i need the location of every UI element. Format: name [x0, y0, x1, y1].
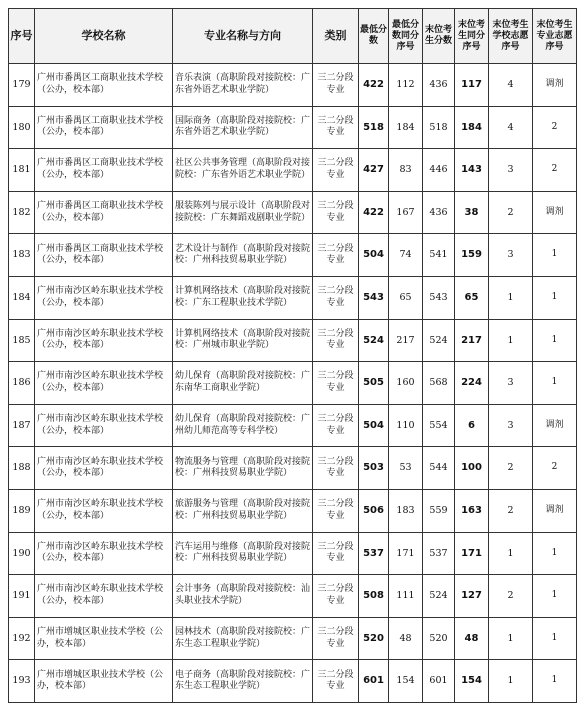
cell-last-score-rank: 100	[455, 447, 489, 490]
cell-category: 三二分段专业	[313, 660, 359, 703]
cell-category: 三二分段专业	[313, 404, 359, 447]
cell-min-score-rank: 74	[389, 234, 423, 277]
cell-last-school-choice: 3	[489, 362, 533, 405]
cell-last-score-rank: 171	[455, 532, 489, 575]
table-row	[9, 234, 577, 277]
cell-last-score-rank: 224	[455, 362, 489, 405]
cell-last-score-rank: 159	[455, 234, 489, 277]
cell-school: 广州市增城区职业技术学校（公办，校本部）	[35, 617, 173, 660]
cell-min-score: 543	[359, 276, 389, 319]
cell-major: 汽车运用与维修（高职阶段对接院校：广州科技贸易职业学院）	[173, 532, 313, 575]
cell-school: 广州市南沙区岭东职业技术学校（公办，校本部）	[35, 362, 173, 405]
cell-last-major-choice: 1	[533, 575, 577, 618]
cell-index: 189	[9, 489, 35, 532]
cell-last-major-choice: 2	[533, 149, 577, 192]
cell-last-major-choice: 2	[533, 447, 577, 490]
cell-index: 180	[9, 106, 35, 149]
cell-index: 186	[9, 362, 35, 405]
cell-last-score: 446	[423, 149, 455, 192]
cell-school: 广州市南沙区岭东职业技术学校（公办，校本部）	[35, 319, 173, 362]
cell-category: 三二分段专业	[313, 106, 359, 149]
cell-major: 计算机网络技术（高职阶段对接院校：广东工程职业技术学院）	[173, 276, 313, 319]
cell-last-score: 543	[423, 276, 455, 319]
cell-min-score-rank: 183	[389, 489, 423, 532]
cell-last-major-choice: 1	[533, 532, 577, 575]
cell-major: 物流服务与管理（高职阶段对接院校：广州科技贸易职业学院）	[173, 447, 313, 490]
cell-school: 广州市南沙区岭东职业技术学校（公办，校本部）	[35, 276, 173, 319]
header-min-score: 最低分数	[359, 9, 389, 64]
table-row	[9, 532, 577, 575]
cell-min-score-rank: 217	[389, 319, 423, 362]
cell-major: 电子商务（高职阶段对接院校：广东生态工程职业学院）	[173, 660, 313, 703]
cell-last-school-choice: 2	[489, 489, 533, 532]
cell-last-school-choice: 1	[489, 617, 533, 660]
cell-index: 184	[9, 276, 35, 319]
cell-last-score-rank: 48	[455, 617, 489, 660]
cell-category: 三二分段专业	[313, 447, 359, 490]
cell-last-school-choice: 3	[489, 149, 533, 192]
cell-index: 190	[9, 532, 35, 575]
cell-last-score: 554	[423, 404, 455, 447]
cell-min-score-rank: 83	[389, 149, 423, 192]
header-last-school-choice: 末位考生学校志愿序号	[489, 9, 533, 64]
cell-min-score-rank: 171	[389, 532, 423, 575]
cell-category: 三二分段专业	[313, 64, 359, 107]
cell-major: 艺术设计与制作（高职阶段对接院校：广州科技贸易职业学院）	[173, 234, 313, 277]
cell-min-score-rank: 167	[389, 191, 423, 234]
cell-last-score: 436	[423, 64, 455, 107]
cell-last-score: 568	[423, 362, 455, 405]
cell-category: 三二分段专业	[313, 489, 359, 532]
cell-min-score: 422	[359, 191, 389, 234]
cell-last-school-choice: 2	[489, 191, 533, 234]
header-row	[9, 9, 577, 64]
cell-last-score: 524	[423, 575, 455, 618]
cell-last-score: 544	[423, 447, 455, 490]
cell-category: 三二分段专业	[313, 149, 359, 192]
table-row	[9, 149, 577, 192]
cell-major: 社区公共事务管理（高职阶段对接院校：广东省外语艺术职业学院）	[173, 149, 313, 192]
cell-category: 三二分段专业	[313, 234, 359, 277]
cell-last-score: 524	[423, 319, 455, 362]
cell-school: 广州市番禺区工商职业技术学校（公办，校本部）	[35, 149, 173, 192]
cell-last-major-choice: 调剂	[533, 191, 577, 234]
cell-last-score-rank: 154	[455, 660, 489, 703]
cell-major: 音乐表演（高职阶段对接院校：广东省外语艺术职业学院）	[173, 64, 313, 107]
cell-min-score-rank: 112	[389, 64, 423, 107]
cell-last-score: 436	[423, 191, 455, 234]
cell-major: 幼儿保育（高职阶段对接院校：广州幼儿师范高等专科学校）	[173, 404, 313, 447]
cell-school: 广州市番禺区工商职业技术学校（公办，校本部）	[35, 106, 173, 149]
cell-min-score-rank: 110	[389, 404, 423, 447]
cell-last-school-choice: 1	[489, 660, 533, 703]
table-row	[9, 617, 577, 660]
cell-last-school-choice: 4	[489, 64, 533, 107]
cell-school: 广州市南沙区岭东职业技术学校（公办，校本部）	[35, 489, 173, 532]
cell-min-score: 422	[359, 64, 389, 107]
cell-school: 广州市增城区职业技术学校（公办，校本部）	[35, 660, 173, 703]
cell-min-score-rank: 111	[389, 575, 423, 618]
cell-last-score-rank: 65	[455, 276, 489, 319]
cell-last-school-choice: 2	[489, 575, 533, 618]
cell-school: 广州市南沙区岭东职业技术学校（公办，校本部）	[35, 404, 173, 447]
cell-last-score-rank: 38	[455, 191, 489, 234]
cell-major: 服装陈列与展示设计（高职阶段对接院校：广东舞蹈戏剧职业学院）	[173, 191, 313, 234]
cell-min-score-rank: 48	[389, 617, 423, 660]
cell-min-score: 503	[359, 447, 389, 490]
cell-index: 183	[9, 234, 35, 277]
header-last-score-rank: 末位考生同分序号	[455, 9, 489, 64]
cell-major: 园林技术（高职阶段对接院校：广东生态工程职业学院）	[173, 617, 313, 660]
cell-last-major-choice: 1	[533, 319, 577, 362]
cell-last-score-rank: 143	[455, 149, 489, 192]
cell-last-major-choice: 1	[533, 617, 577, 660]
cell-last-score: 537	[423, 532, 455, 575]
cell-min-score: 520	[359, 617, 389, 660]
cell-index: 181	[9, 149, 35, 192]
cell-school: 广州市番禺区工商职业技术学校（公办，校本部）	[35, 234, 173, 277]
cell-category: 三二分段专业	[313, 319, 359, 362]
cell-index: 187	[9, 404, 35, 447]
cell-min-score-rank: 65	[389, 276, 423, 319]
cell-last-major-choice: 2	[533, 106, 577, 149]
cell-major: 会计事务（高职阶段对接院校：汕头职业技术学院）	[173, 575, 313, 618]
cell-min-score-rank: 160	[389, 362, 423, 405]
cell-index: 185	[9, 319, 35, 362]
cell-last-major-choice: 1	[533, 660, 577, 703]
cell-major: 旅游服务与管理（高职阶段对接院校：广州科技贸易职业学院）	[173, 489, 313, 532]
header-last-score: 末位考生分数	[423, 9, 455, 64]
table-row	[9, 319, 577, 362]
cell-min-score: 505	[359, 362, 389, 405]
cell-last-school-choice: 4	[489, 106, 533, 149]
cell-index: 179	[9, 64, 35, 107]
cell-school: 广州市南沙区岭东职业技术学校（公办，校本部）	[35, 532, 173, 575]
cell-last-school-choice: 2	[489, 447, 533, 490]
cell-min-score: 504	[359, 404, 389, 447]
cell-min-score: 524	[359, 319, 389, 362]
header-major: 专业名称与方向	[173, 9, 313, 64]
cell-major: 国际商务（高职阶段对接院校：广东省外语艺术职业学院）	[173, 106, 313, 149]
header-index: 序号	[9, 9, 35, 64]
cell-last-score-rank: 117	[455, 64, 489, 107]
header-category: 类别	[313, 9, 359, 64]
cell-min-score-rank: 53	[389, 447, 423, 490]
cell-last-major-choice: 1	[533, 362, 577, 405]
cell-last-score-rank: 163	[455, 489, 489, 532]
cell-last-school-choice: 1	[489, 276, 533, 319]
cell-min-score: 537	[359, 532, 389, 575]
cell-last-score: 601	[423, 660, 455, 703]
cell-min-score: 504	[359, 234, 389, 277]
cell-last-score-rank: 217	[455, 319, 489, 362]
header-last-major-choice: 末位考生专业志愿序号	[533, 9, 577, 64]
cell-category: 三二分段专业	[313, 575, 359, 618]
cell-last-major-choice: 调剂	[533, 404, 577, 447]
cell-index: 182	[9, 191, 35, 234]
cell-min-score-rank: 154	[389, 660, 423, 703]
cell-last-score: 541	[423, 234, 455, 277]
header-min-score-rank: 最低分数同分序号	[389, 9, 423, 64]
cell-last-major-choice: 调剂	[533, 489, 577, 532]
cell-last-major-choice: 调剂	[533, 64, 577, 107]
cell-major: 计算机网络技术（高职阶段对接院校：广州城市职业学院）	[173, 319, 313, 362]
table-body	[9, 64, 577, 703]
cell-school: 广州市番禺区工商职业技术学校（公办，校本部）	[35, 64, 173, 107]
table-row	[9, 362, 577, 405]
cell-category: 三二分段专业	[313, 617, 359, 660]
cell-index: 191	[9, 575, 35, 618]
cell-last-school-choice: 3	[489, 234, 533, 277]
table-row	[9, 660, 577, 703]
cell-last-score: 518	[423, 106, 455, 149]
cell-school: 广州市南沙区岭东职业技术学校（公办，校本部）	[35, 447, 173, 490]
cell-category: 三二分段专业	[313, 191, 359, 234]
cell-category: 三二分段专业	[313, 532, 359, 575]
table-row	[9, 106, 577, 149]
table-row	[9, 404, 577, 447]
cell-min-score: 506	[359, 489, 389, 532]
table-row	[9, 489, 577, 532]
table-row	[9, 447, 577, 490]
cell-last-score: 559	[423, 489, 455, 532]
cell-min-score: 518	[359, 106, 389, 149]
cell-last-score-rank: 184	[455, 106, 489, 149]
admission-table	[8, 8, 577, 703]
table-row	[9, 64, 577, 107]
cell-min-score: 508	[359, 575, 389, 618]
cell-school: 广州市番禺区工商职业技术学校（公办，校本部）	[35, 191, 173, 234]
table-row	[9, 575, 577, 618]
cell-school: 广州市南沙区岭东职业技术学校（公办，校本部）	[35, 575, 173, 618]
cell-last-score-rank: 6	[455, 404, 489, 447]
cell-last-school-choice: 3	[489, 404, 533, 447]
table-row	[9, 191, 577, 234]
cell-major: 幼儿保育（高职阶段对接院校：广东南华工商职业学院）	[173, 362, 313, 405]
cell-last-major-choice: 1	[533, 234, 577, 277]
cell-category: 三二分段专业	[313, 362, 359, 405]
header-school: 学校名称	[35, 9, 173, 64]
cell-min-score-rank: 184	[389, 106, 423, 149]
table-row	[9, 276, 577, 319]
cell-last-score: 520	[423, 617, 455, 660]
cell-min-score: 427	[359, 149, 389, 192]
cell-index: 192	[9, 617, 35, 660]
cell-category: 三二分段专业	[313, 276, 359, 319]
cell-last-school-choice: 1	[489, 319, 533, 362]
cell-index: 193	[9, 660, 35, 703]
cell-last-major-choice: 1	[533, 276, 577, 319]
cell-index: 188	[9, 447, 35, 490]
cell-last-school-choice: 1	[489, 532, 533, 575]
cell-min-score: 601	[359, 660, 389, 703]
cell-last-score-rank: 127	[455, 575, 489, 618]
